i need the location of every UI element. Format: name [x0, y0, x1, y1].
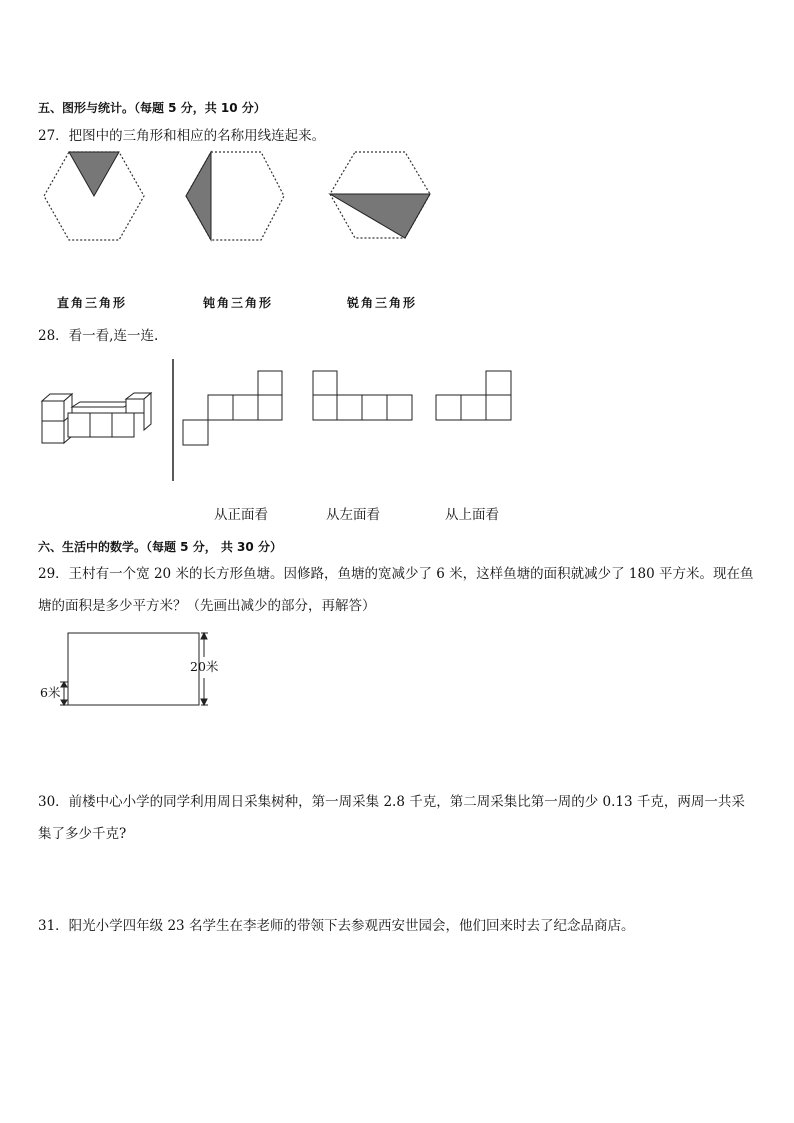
question-30-line-1: 30．前楼中心小学的同学利用周日采集树种，第一周采集 2.8 千克，第二周采集比第一周的少 0.13 千克，两周一共采 — [38, 794, 745, 810]
view-label-top: 从上面看 — [445, 507, 499, 523]
view-shape-c — [435, 370, 515, 423]
view-label-front: 从正面看 — [214, 507, 268, 523]
view-shape-a — [182, 370, 284, 448]
separator-line — [171, 359, 175, 481]
hexagon-figure-1 — [40, 150, 148, 245]
label-obtuse-triangle: 钝角三角形 — [203, 296, 274, 310]
hexagon-figure-3 — [326, 150, 434, 245]
question-28-text: 28．看一看,连一连. — [38, 328, 159, 344]
dimension-20m: 20米 — [190, 659, 219, 674]
question-30-line-2: 集了多少千克? — [38, 826, 127, 842]
hexagon-figure-2 — [182, 150, 286, 245]
question-29-line-2: 塘的面积是多少平方米？（先画出减少的部分，再解答） — [38, 598, 376, 614]
dimension-6m: 6米 — [40, 685, 61, 700]
view-label-left: 从左面看 — [326, 507, 380, 523]
question-31-text: 31．阳光小学四年级 23 名学生在李老师的带领下去参观西安世园会，他们回来时去了纪念品商店。 — [38, 918, 635, 934]
question-29-line-1: 29．王村有一个宽 20 米的长方形鱼塘。因修路，鱼塘的宽减少了 6 米，这样鱼塘的面积就减少了 180 平方米。现在鱼 — [38, 566, 754, 582]
cube-structure-figure — [40, 392, 155, 447]
label-acute-triangle: 锐角三角形 — [347, 296, 418, 310]
label-right-triangle: 直角三角形 — [57, 296, 128, 310]
section-5-title: 五、图形与统计。（每题 5 分，共 10 分） — [38, 101, 266, 115]
section-6-title: 六、生活中的数学。（每题 5 分， 共 30 分） — [38, 540, 282, 554]
view-shape-b — [312, 370, 414, 423]
question-27-text: 27．把图中的三角形和相应的名称用线连起来。 — [38, 128, 326, 144]
